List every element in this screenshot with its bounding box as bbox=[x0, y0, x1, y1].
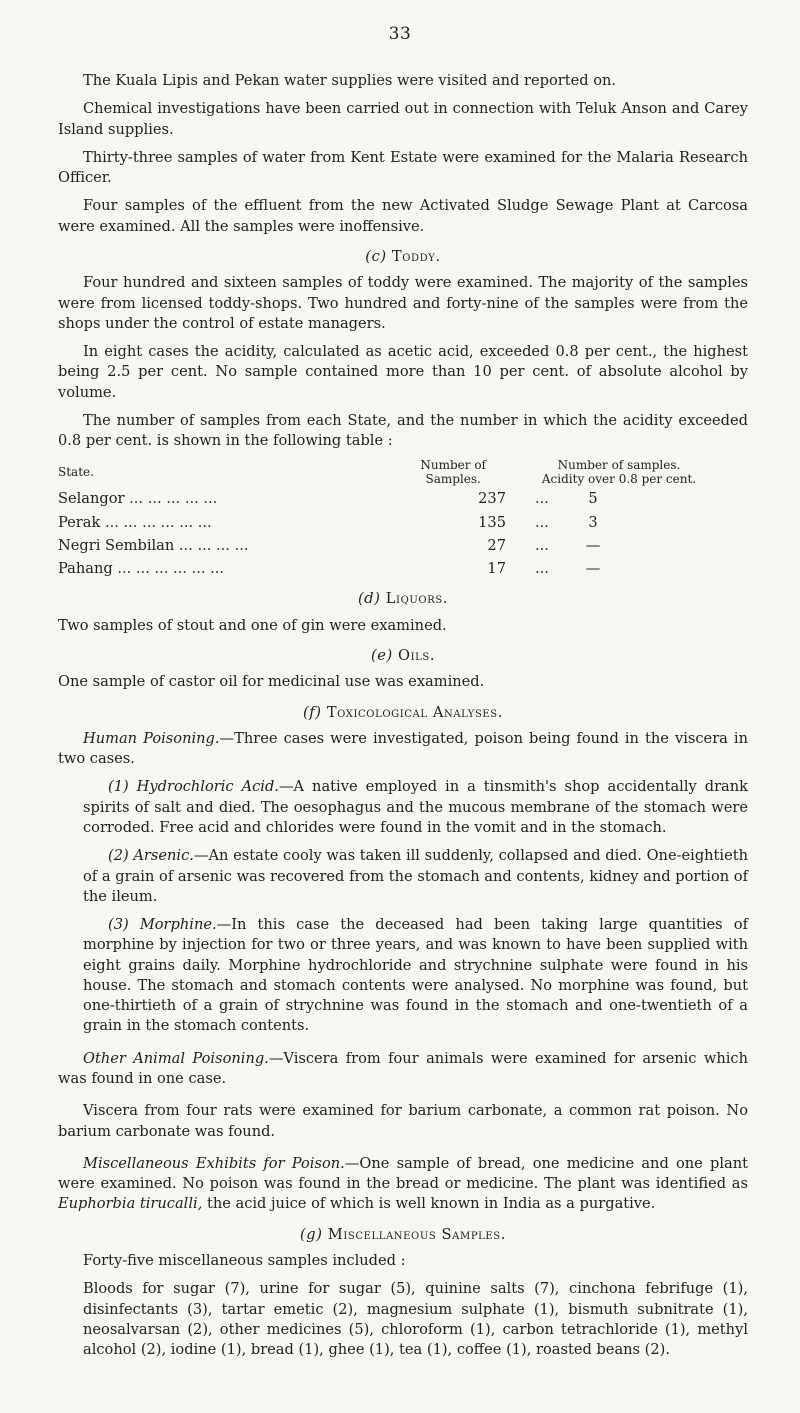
section-heading-toddy bbox=[58, 247, 748, 267]
page-body bbox=[58, 71, 748, 1360]
table-row bbox=[58, 559, 748, 579]
section-title: Liquors. bbox=[385, 590, 449, 608]
column-header-acidity bbox=[534, 458, 704, 487]
run-in-heading: (1) Hydrochloric Acid. bbox=[108, 778, 279, 796]
paragraph-text: —An estate cooly was taken ill suddenly, collapsed and died. One-eightieth of a grain of arsenic was recovered from the stomach and contents, kidney and portion of the ileum. bbox=[83, 847, 748, 905]
samples-count: 135 bbox=[478, 513, 506, 531]
section-title: Oils. bbox=[398, 646, 436, 664]
acidity-count: — bbox=[585, 536, 601, 554]
oils-paragraph: One sample of castor oil for medicinal use was examined. bbox=[58, 673, 485, 691]
state-name: Negri Sembilan bbox=[58, 536, 175, 554]
table-header bbox=[58, 458, 748, 487]
run-in-heading: (2) Arsenic. bbox=[108, 847, 194, 865]
samples-count: 17 bbox=[487, 560, 506, 578]
leader-dots: ... bbox=[535, 490, 549, 508]
state-name: Pahang bbox=[58, 560, 113, 578]
leader-dots: ... ... ... ... ... ... bbox=[100, 513, 212, 531]
table-row bbox=[58, 536, 748, 556]
run-in-heading: Human Poisoning. bbox=[83, 729, 220, 747]
samples-count: 237 bbox=[478, 490, 506, 508]
leader-dots: ... ... ... ... bbox=[174, 536, 249, 554]
paragraph-text: —In this case the deceased had been taking large quantities of morphine by injection for two or three years, and was known to have been supplied with eight grains daily. Morphine hydrochloride and strychnine sulphate were found in his house. The stomach and stomach contents were analysed. No morphine was found, but one-thirtieth of a grain of strychnine was found in the stomach and one-twentieth of a grain in the stomach contents. bbox=[83, 916, 748, 1035]
run-in-heading: (3) Morphine. bbox=[108, 916, 217, 934]
toddy-paragraph-1: Four hundred and sixteen samples of toddy were examined. The majority of the samples were from licensed toddy-shops. Two hundred and forty-nine of the samples were from the shops under the control of estate managers. bbox=[58, 274, 748, 332]
leader-dots: ... ... ... ... ... ... bbox=[112, 560, 225, 578]
case-arsenic bbox=[58, 846, 748, 907]
intro-paragraph-2: Chemical investigations have been carried out in connection with Teluk Anson and Carey Island supplies. bbox=[58, 100, 748, 138]
section-heading-misc-samples bbox=[58, 1225, 748, 1245]
section-title: Toddy. bbox=[391, 247, 441, 265]
toddy-paragraph-3: The number of samples from each State, and the number in which the acidity exceeded 0.8 per cent. is shown in the following table : bbox=[58, 411, 748, 450]
acidity-count: 3 bbox=[588, 513, 598, 531]
paragraph-text: —Three cases were investigated, poison being found in the viscera in two cases. bbox=[58, 729, 749, 768]
animal-poisoning-paragraph bbox=[58, 1049, 748, 1090]
column-header-state: State. bbox=[58, 464, 94, 479]
toddy-paragraph-2: In eight cases the acidity, calculated as acetic acid, exceeded 0.8 per cent., the highest being 2.5 per cent. No sample contained more than 10 per cent. of absolute alcohol by volume. bbox=[58, 343, 748, 401]
table-row bbox=[58, 513, 748, 533]
acidity-table bbox=[58, 458, 748, 580]
leader-dots: ... bbox=[535, 560, 549, 578]
paragraph-text: —A native employed in a tinsmith's shop accidentally drank spirits of salt and died. The oesophagus and the mucous membrane of the stomach were corroded. Free acid and chlorides were found in the vomit and in the stomach. bbox=[83, 778, 748, 836]
misc-samples-list: Bloods for sugar (7), urine for sugar (5), quinine salts (7), cinchona febrifuge (1), disinfectants (3), tartar emetic (2), magnesium sulphate (1), bismuth subnitrate (1), neosalvarsan (2), other medicines (5), chloroform (1), carbon tetrachloride (1), methyl alcohol (2), iodine (1), bread (1), ghee (1), tea (1), coffee (1), roasted beans (2). bbox=[83, 1280, 748, 1359]
acidity-count: 5 bbox=[588, 490, 598, 508]
state-name: Perak bbox=[58, 513, 101, 531]
section-heading-liquors bbox=[58, 589, 748, 609]
section-letter: (f) bbox=[302, 703, 322, 721]
liquors-paragraph: Two samples of stout and one of gin were examined. bbox=[58, 616, 447, 634]
samples-count: 27 bbox=[487, 536, 506, 554]
section-letter: (d) bbox=[357, 590, 381, 608]
acidity-count: — bbox=[585, 560, 601, 578]
leader-dots: ... bbox=[535, 513, 549, 531]
column-header-acidity-line1: Number of samples. bbox=[557, 457, 681, 472]
table-row bbox=[58, 489, 748, 509]
column-header-samples bbox=[276, 458, 506, 487]
section-letter: (c) bbox=[365, 247, 387, 265]
misc-samples-intro: Forty-five miscellaneous samples included : bbox=[83, 1252, 406, 1269]
section-heading-toxicological bbox=[58, 703, 748, 723]
leader-dots: ... bbox=[535, 536, 549, 554]
page-number: 33 bbox=[388, 24, 412, 44]
intro-paragraph-3: Thirty-three samples of water from Kent Estate were examined for the Malaria Research Officer. bbox=[58, 148, 748, 187]
intro-paragraph-4: Four samples of the effluent from the new Activated Sludge Sewage Plant at Carcosa were examined. All the samples were inoffensive. bbox=[58, 197, 748, 235]
case-morphine bbox=[58, 915, 748, 1037]
human-poisoning-paragraph bbox=[58, 729, 748, 770]
section-title: Miscellaneous Samples. bbox=[327, 1225, 506, 1243]
paragraph-text: —One sample of bread, one medicine and one plant were examined. No poison was found in the bread or medicine. The plant was identified as bbox=[58, 1154, 749, 1193]
section-title: Toxicological Analyses. bbox=[326, 703, 503, 721]
column-header-samples-line2: Samples. bbox=[425, 471, 481, 486]
misc-exhibits-paragraph bbox=[58, 1154, 748, 1215]
paragraph-text: —Viscera from four animals were examined for arsenic which was found in one case. bbox=[58, 1049, 748, 1088]
intro-paragraph-1: The Kuala Lipis and Pekan water supplies were visited and reported on. bbox=[83, 72, 617, 89]
rats-paragraph: Viscera from four rats were examined for barium carbonate, a common rat poison. No barium carbonate was found. bbox=[58, 1102, 748, 1140]
leader-dots: ... ... ... ... ... bbox=[124, 490, 218, 508]
run-in-heading: Miscellaneous Exhibits for Poison. bbox=[83, 1154, 345, 1172]
section-letter: (g) bbox=[300, 1225, 323, 1243]
run-in-heading: Other Animal Poisoning. bbox=[83, 1049, 269, 1067]
section-heading-oils bbox=[58, 646, 748, 666]
species-name: Euphorbia tirucalli, bbox=[58, 1195, 203, 1213]
column-header-samples-line1: Number of bbox=[420, 457, 486, 472]
column-header-acidity-line2: Acidity over 0.8 per cent. bbox=[541, 471, 697, 486]
paragraph-text: the acid juice of which is well known in India as a purgative. bbox=[202, 1195, 656, 1213]
case-hydrochloric-acid bbox=[58, 777, 748, 838]
section-letter: (e) bbox=[370, 646, 393, 664]
state-name: Selangor bbox=[58, 490, 125, 508]
